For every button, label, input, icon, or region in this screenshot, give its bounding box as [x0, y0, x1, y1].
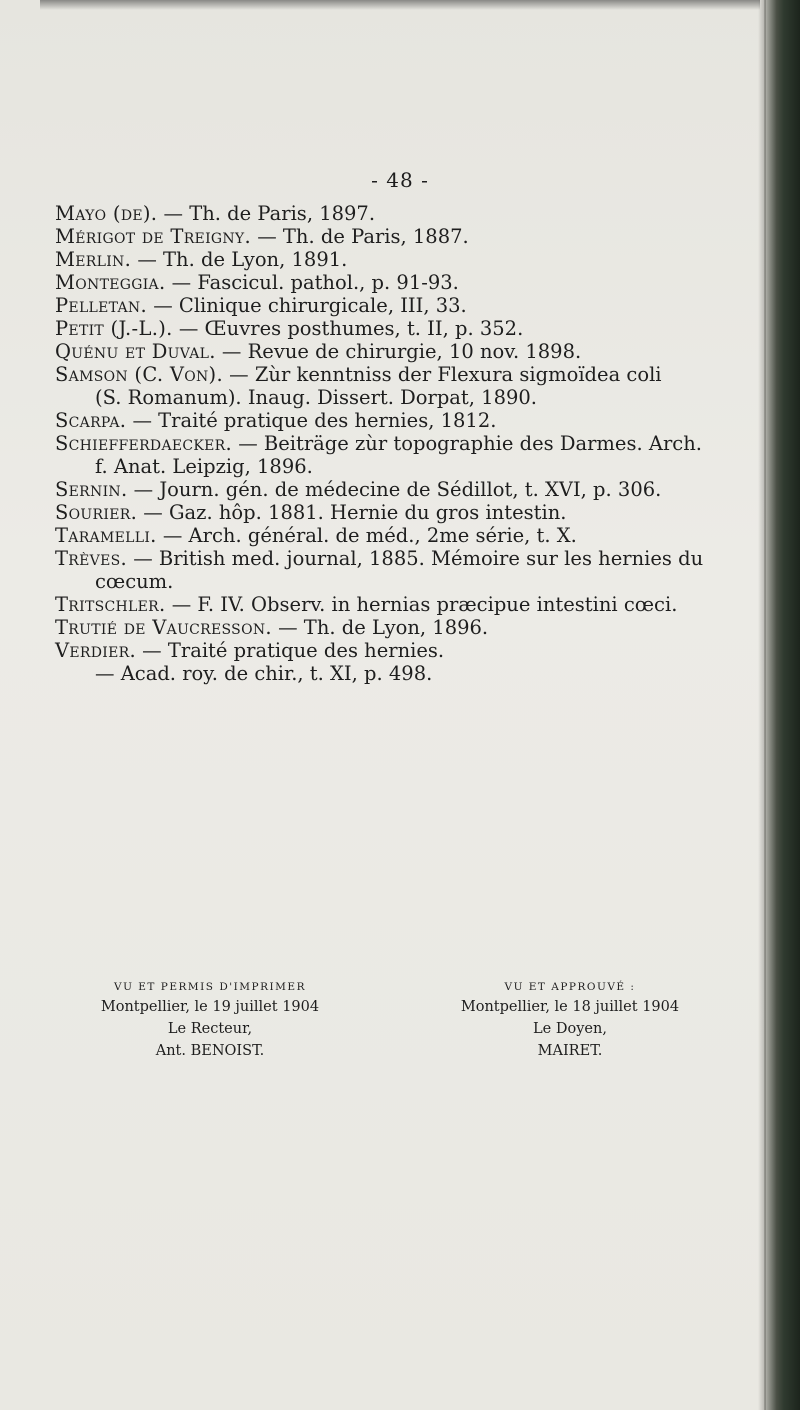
- approval-title: Le Doyen,: [533, 1021, 607, 1037]
- approval-place-date: Montpellier, le 18 juillet 1904: [460, 999, 680, 1015]
- approval-place-date: Montpellier, le 19 juillet 1904: [100, 999, 320, 1015]
- entry-continuation: f. Anat. Leipzig, 1896.: [95, 455, 313, 478]
- bibliography-entry: [55, 317, 775, 340]
- bibliography-entry: [55, 294, 775, 317]
- bibliography-entry: [55, 616, 775, 639]
- bibliography-list: [55, 202, 775, 685]
- entry-continuation: cœcum.: [95, 570, 174, 593]
- entry-author: Pelletan.: [55, 294, 147, 317]
- bibliography-entry: [55, 639, 775, 685]
- approval-name: Ant. BENOIST.: [155, 1043, 265, 1059]
- bibliography-entry: [55, 524, 775, 547]
- entry-citation: — Traité pratique des hernies.: [142, 639, 445, 662]
- entry-citation: — Th. de Paris, 1897.: [163, 202, 376, 225]
- entry-citation: — Zùr kenntniss der Flexura sigmoïdea coli: [229, 363, 662, 386]
- entry-citation: — Revue de chirurgie, 10 nov. 1898.: [221, 340, 582, 363]
- entry-citation: — Clinique chirurgicale, III, 33.: [153, 294, 467, 317]
- entry-author: Schiefferdaecker.: [55, 432, 233, 455]
- entry-continuation: — Acad. roy. de chir., t. XI, p. 498.: [95, 662, 433, 685]
- approval-block: [0, 978, 800, 1078]
- entry-author: Tritschler.: [55, 593, 166, 616]
- bibliography-entry: [55, 593, 775, 616]
- entry-citation: — Beiträge zùr topographie des Darmes. Arch.: [238, 432, 702, 455]
- bibliography-entry: [55, 271, 775, 294]
- approval-name: MAIRET.: [537, 1043, 603, 1059]
- entry-citation: — Th. de Lyon, 1896.: [278, 616, 489, 639]
- approval-heading: VU ET APPROUVÉ :: [504, 981, 636, 993]
- entry-author: Trèves.: [55, 547, 127, 570]
- scan-top-shadow: [40, 0, 760, 10]
- entry-author: Scarpa.: [55, 409, 127, 432]
- entry-author: Taramelli.: [55, 524, 157, 547]
- entry-continuation: (S. Romanum). Inaug. Dissert. Dorpat, 1890.: [95, 386, 537, 409]
- entry-citation: — Arch. général. de méd., 2me série, t. X.: [162, 524, 577, 547]
- bibliography-entry: [55, 432, 775, 478]
- entry-author: Quénu et Duval.: [55, 340, 216, 363]
- bibliography-entry: [55, 202, 775, 225]
- bibliography-entry: [55, 547, 775, 593]
- entry-author: Petit (J.-L.).: [55, 317, 173, 340]
- entry-author: Mérigot de Treigny.: [55, 225, 251, 248]
- entry-citation: — Traité pratique des hernies, 1812.: [132, 409, 497, 432]
- entry-citation: — Journ. gén. de médecine de Sédillot, t. XVI, p. 306.: [133, 478, 662, 501]
- entry-author: Trutié de Vaucresson.: [55, 616, 272, 639]
- entry-author: Samson (C. Von).: [55, 363, 223, 386]
- approval-title: Le Recteur,: [167, 1021, 253, 1037]
- approval-dean: [400, 978, 740, 1062]
- entry-author: Sourier.: [55, 501, 138, 524]
- bibliography-entry: [55, 248, 775, 271]
- bibliography-entry: [55, 409, 775, 432]
- bibliography-entry: [55, 340, 775, 363]
- bibliography-entry: [55, 225, 775, 248]
- entry-author: Merlin.: [55, 248, 132, 271]
- entry-author: Verdier.: [55, 639, 136, 662]
- bibliography-entry: [55, 363, 775, 409]
- entry-citation: — Fascicul. pathol., p. 91-93.: [171, 271, 459, 294]
- entry-author: Monteggia.: [55, 271, 166, 294]
- entry-citation: — Gaz. hôp. 1881. Hernie du gros intestin.: [143, 501, 567, 524]
- entry-citation: — Th. de Paris, 1887.: [257, 225, 469, 248]
- entry-author: Mayo (de).: [55, 202, 158, 225]
- entry-citation: — Th. de Lyon, 1891.: [137, 248, 348, 271]
- approval-heading: VU ET PERMIS D'IMPRIMER: [114, 981, 306, 993]
- page-number: - 48 -: [371, 168, 429, 192]
- bibliography-entry: [55, 501, 775, 524]
- entry-citation: — F. IV. Observ. in hernias præcipue intestini cœci.: [171, 593, 678, 616]
- entry-citation: — Œuvres posthumes, t. II, p. 352.: [178, 317, 524, 340]
- bibliography-entry: [55, 478, 775, 501]
- entry-author: Sernin.: [55, 478, 128, 501]
- imprimatur-rector: [40, 978, 380, 1062]
- entry-citation: — British med. journal, 1885. Mémoire sur les hernies du: [133, 547, 704, 570]
